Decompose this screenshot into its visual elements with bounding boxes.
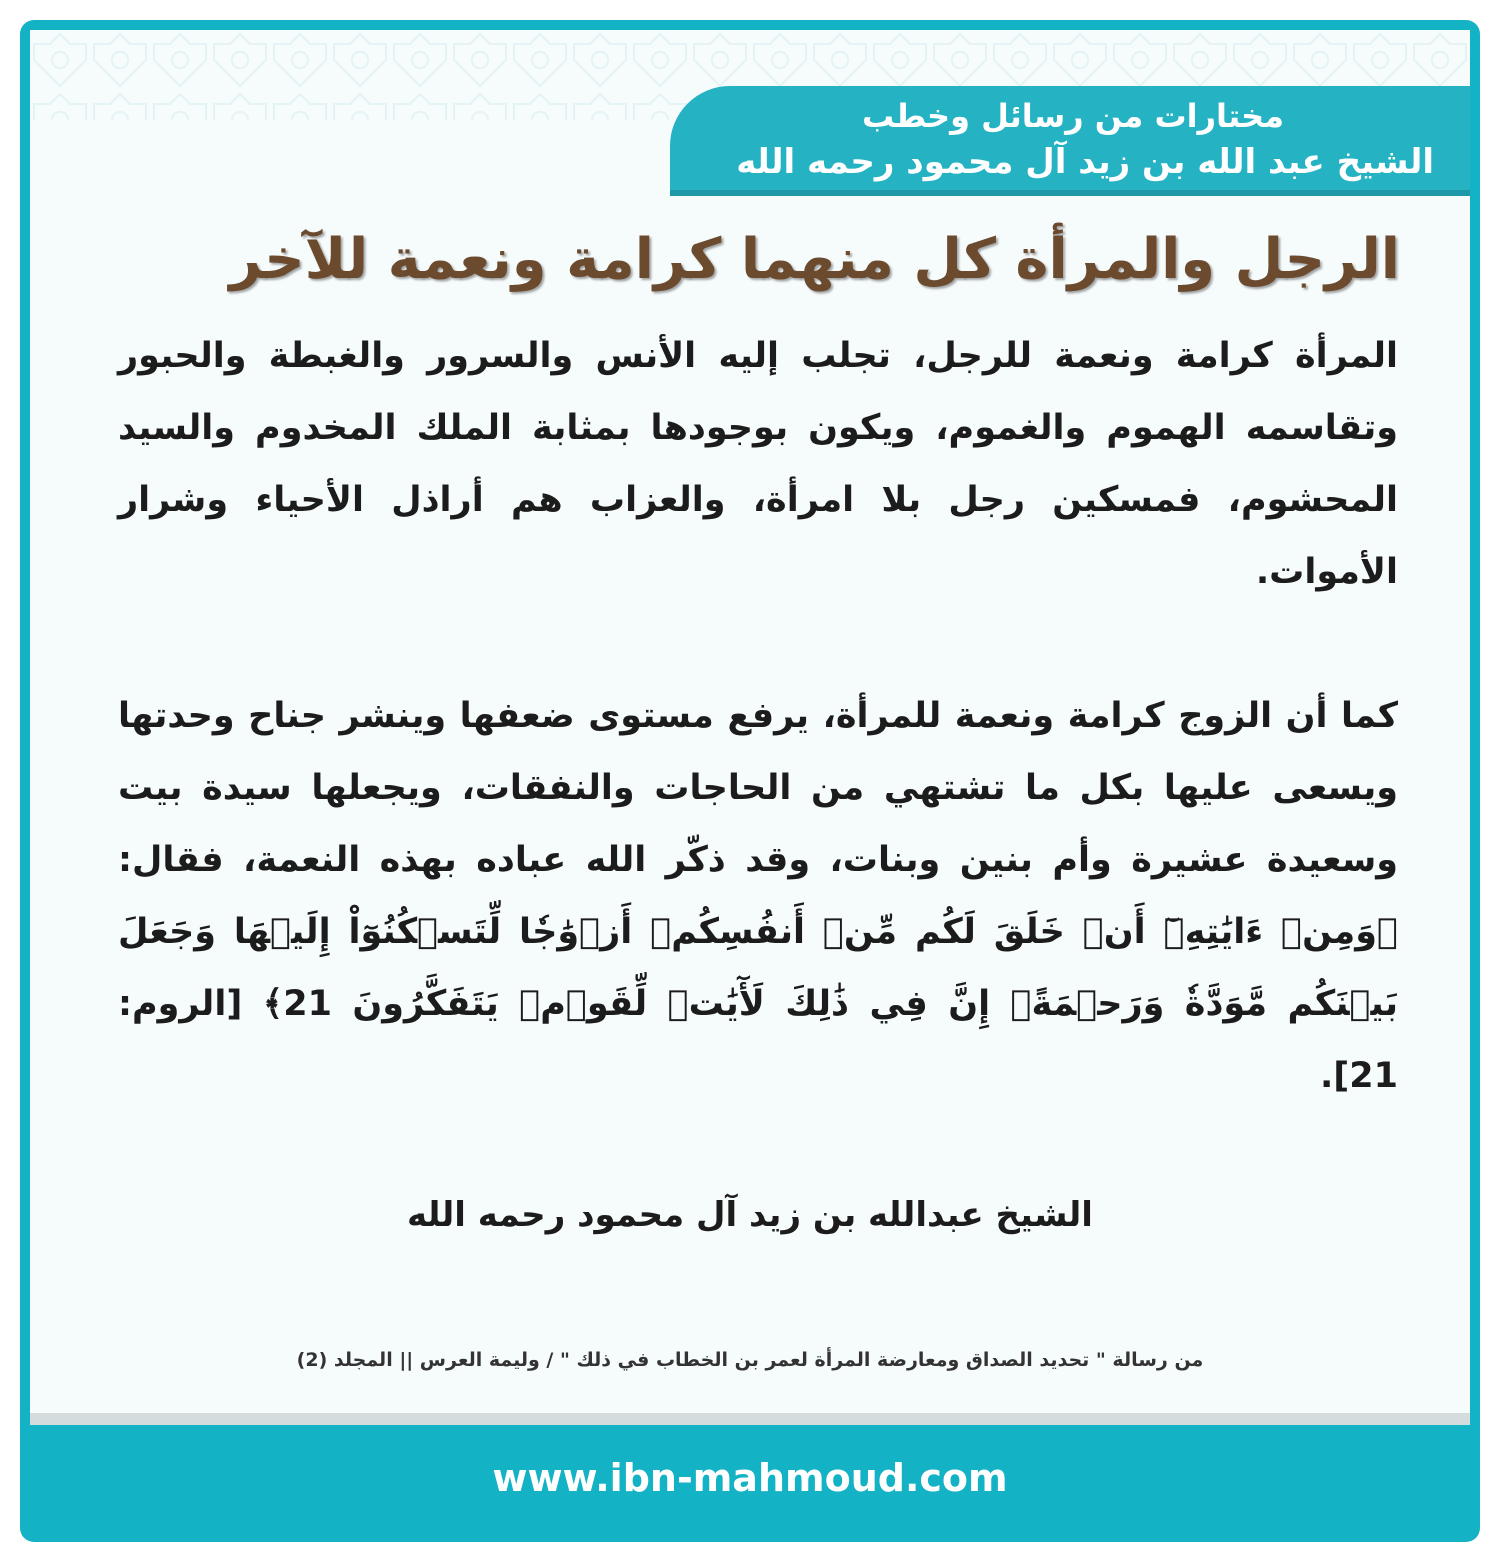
poster-frame xyxy=(20,20,1480,1542)
content-panel xyxy=(30,30,1470,1425)
series-header xyxy=(670,86,1470,196)
paragraph-2: كما أن الزوج كرامة ونعمة للمرأة، يرفع مستوى ضعفها وينشر جناح وحدتها ويسعى عليها بكل ما تشتهي من الحاجات والنفقات، ويجعلها سيدة بيت وسعيدة عشيرة وأم بنين وبنات، وقد ذكّر الله عباده بهذه النعمة، فقال: ﴿وَمِنۡ ءَايَٰتِهِۦٓ أَنۡ خَلَقَ لَكُم مِّنۡ أَنفُسِكُمۡ أَزۡوَٰجٗا لِّتَسۡكُنُوٓاْ إِلَيۡهَا وَجَعَلَ بَيۡنَكُم مَّوَدَّةٗ وَرَحۡمَةًۚ إِنَّ فِي ذَٰلِكَ لَأٓيَٰتٖ لِّقَوۡمٖ يَتَفَكَّرُونَ 21﴾ [الروم: 21]. xyxy=(118,696,1398,1096)
panel-bottom-edge xyxy=(30,1413,1470,1425)
page-title: الرجل والمرأة كل منهما كرامة ونعمة للآخر xyxy=(229,227,1400,292)
series-author: الشيخ عبد الله بن زيد آل محمود رحمه الله xyxy=(736,142,1434,182)
paragraph-1: المرأة كرامة ونعمة للرجل، تجلب إليه الأنس والسرور والغبطة والحبور وتقاسمه الهموم والغموم، ويكون بوجودها بمثابة الملك المخدوم والسيد المحشوم، فمسكين رجل بلا امرأة، والعزاب هم أراذل الأحياء وشرار الأموات. xyxy=(118,336,1398,592)
website-link[interactable]: www.ibn-mahmoud.com xyxy=(492,1456,1008,1500)
series-title: مختارات من رسائل وخطب xyxy=(861,97,1284,135)
signature: الشيخ عبدالله بن زيد آل محمود رحمه الله xyxy=(407,1195,1093,1235)
article-body xyxy=(118,320,1398,1112)
source-citation: من رسالة " تحديد الصداق ومعارضة المرأة لعمر بن الخطاب في ذلك " / وليمة العرس || المجلد (2) xyxy=(296,1349,1204,1371)
